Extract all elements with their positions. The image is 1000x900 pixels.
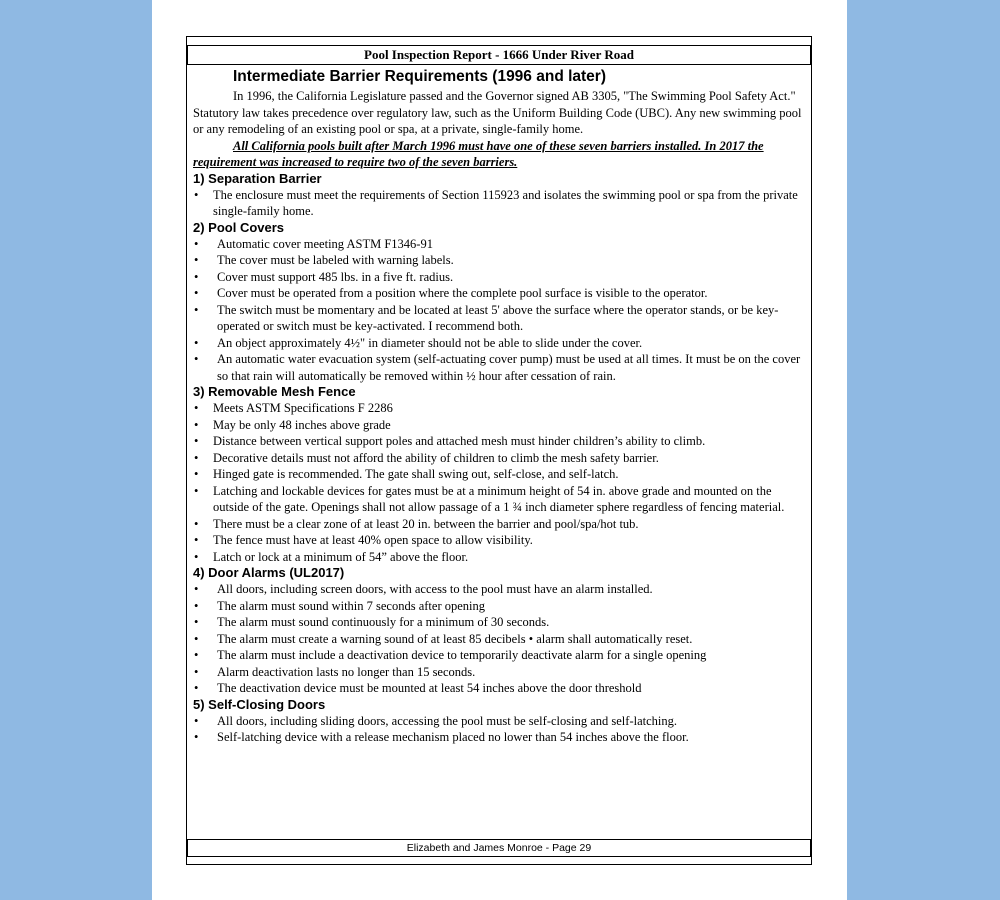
- list-item: • Distance between vertical support poles and attached mesh must hinder children’s ability to climb.: [193, 433, 807, 450]
- list-item: • The alarm must create a warning sound of at least 85 decibels • alarm shall automatically reset.: [193, 631, 807, 648]
- section-separation-barrier: [193, 171, 807, 220]
- document-page: [152, 0, 847, 900]
- list-item: • Latching and lockable devices for gates must be at a minimum height of 54 in. above grade and mounted on the outside of the gate. Openings shall not allow passage of a 1 ¾ inch diameter sphere regardless of fencing material.: [193, 483, 807, 516]
- list-item: • The alarm must include a deactivation device to temporarily deactivate alarm for a single opening: [193, 647, 807, 664]
- section-self-closing-doors: [193, 697, 807, 746]
- section-heading: 3) Removable Mesh Fence: [193, 384, 356, 399]
- list-item: • The alarm must sound continuously for a minimum of 30 seconds.: [193, 614, 807, 631]
- list-item: • All doors, including sliding doors, accessing the pool must be self-closing and self-latching.: [193, 713, 807, 730]
- list-item: • The cover must be labeled with warning labels.: [193, 252, 807, 269]
- list-item: • All doors, including screen doors, with access to the pool must have an alarm installed.: [193, 581, 807, 598]
- list-item: • There must be a clear zone of at least 20 in. between the barrier and pool/spa/hot tub.: [193, 516, 807, 533]
- list-item: • The switch must be momentary and be located at least 5' above the surface where the operator stands, or be key-operated or switch must be key-activated. I recommend both.: [193, 302, 807, 335]
- list-item: • The alarm must sound within 7 seconds after opening: [193, 598, 807, 615]
- section-heading: 5) Self-Closing Doors: [193, 696, 326, 712]
- intro-paragraph: In 1996, the California Legislature passed and the Governor signed AB 3305, "The Swimming Pool Safety Act." Statutory law takes precedence over regulatory law, such as the Uniform Building Code (UBC). Any new swimming pool or any remodeling of an existing pool or spa, at a private, single-family home.: [193, 89, 802, 136]
- page-frame: [186, 36, 812, 865]
- section-heading: 4) Door Alarms (UL2017): [193, 565, 345, 580]
- list-item: • Latch or lock at a minimum of 54” above the floor.: [193, 549, 807, 566]
- section-heading: 2) Pool Covers: [193, 219, 285, 235]
- list-item: • An object approximately 4½" in diameter should not be able to slide under the cover.: [193, 335, 807, 352]
- list-item: • The enclosure must meet the requirements of Section 115923 and isolates the swimming pool or spa from the private single-family home.: [193, 187, 807, 220]
- emphasis-paragraph: All California pools built after March 1996 must have one of these seven barriers installed. In 2017 the requirement was increased to require two of the seven barriers.: [193, 138, 764, 169]
- list-item: • The deactivation device must be mounted at least 54 inches above the door threshold: [193, 680, 807, 697]
- list-item: • Decorative details must not afford the ability of children to climb the mesh safety barrier.: [193, 450, 807, 467]
- list-item: • Hinged gate is recommended. The gate shall swing out, self-close, and self-latch.: [193, 466, 807, 483]
- list-item: • An automatic water evacuation system (self-actuating cover pump) must be used at all times. It must be on the cover so that rain will automatically be removed within ½ hour after cessation of rain.: [193, 351, 807, 384]
- section-removable-mesh-fence: [193, 384, 807, 565]
- page-content: [193, 67, 807, 746]
- page-footer: Elizabeth and James Monroe - Page 29: [187, 839, 811, 857]
- list-item: • Cover must support 485 lbs. in a five ft. radius.: [193, 269, 807, 286]
- list-item: • Automatic cover meeting ASTM F1346-91: [193, 236, 807, 253]
- list-item: • The fence must have at least 40% open space to allow visibility.: [193, 532, 807, 549]
- list-item: • Self-latching device with a release mechanism placed no lower than 54 inches above the floor.: [193, 729, 807, 746]
- list-item: • Alarm deactivation lasts no longer than 15 seconds.: [193, 664, 807, 681]
- section-door-alarms: [193, 565, 807, 697]
- section-pool-covers: [193, 220, 807, 385]
- list-item: • Meets ASTM Specifications F 2286: [193, 400, 807, 417]
- list-item: • Cover must be operated from a position where the complete pool surface is visible to the operator.: [193, 285, 807, 302]
- list-item: • May be only 48 inches above grade: [193, 417, 807, 434]
- report-header: Pool Inspection Report - 1666 Under River Road: [187, 45, 811, 65]
- section-heading: 1) Separation Barrier: [193, 170, 322, 186]
- page-title: Intermediate Barrier Requirements (1996 and later): [233, 68, 606, 85]
